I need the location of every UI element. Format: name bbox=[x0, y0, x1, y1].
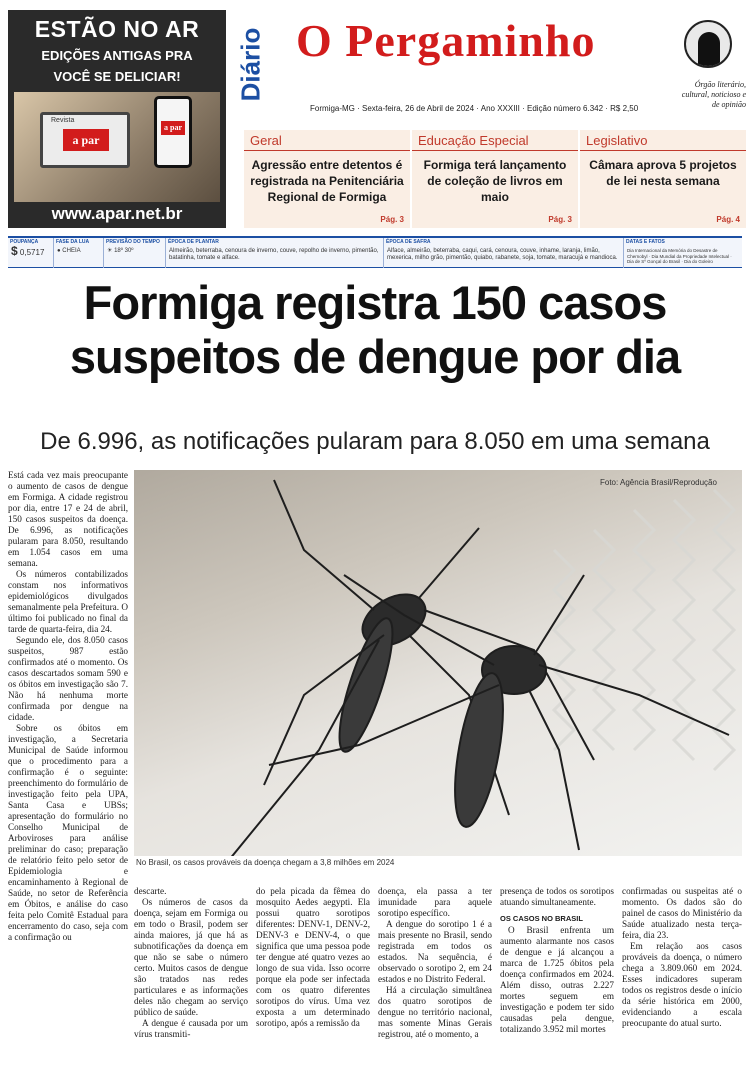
article-paragraph: doença, ela passa a ter imunidade para aquele sorotipo específico. bbox=[378, 886, 492, 918]
poupanca-cell bbox=[8, 238, 54, 268]
advert-line: EDIÇÕES ANTIGAS PRA bbox=[41, 48, 193, 63]
article-paragraph: Os números de casos da doença, sejam em Formiga ou em todo o Brasil, podem ser ainda maiores, já que há as subnotificações da doença em que não se sabe o número certo. Muitos casos de dengue são tratados nas redes particulares e as informações deles não chegam ao serviço público de saúde. bbox=[134, 897, 248, 1017]
section-label: Geral bbox=[244, 130, 410, 151]
main-headline[interactable] bbox=[8, 276, 742, 384]
apar-logo: a par bbox=[63, 129, 109, 151]
article-column-1 bbox=[8, 470, 128, 1084]
section-teaser: Câmara aprova 5 projetos de lei nesta semana bbox=[589, 158, 737, 188]
diario-text: Diário bbox=[235, 27, 266, 101]
lua-value: CHEIA bbox=[62, 248, 81, 254]
laptop-screen-text: Revista bbox=[51, 117, 75, 124]
section-educacao-especial[interactable] bbox=[412, 130, 578, 228]
laptop-icon bbox=[40, 112, 130, 168]
article-column-3 bbox=[256, 886, 370, 1084]
article-paragraph: O Brasil enfrenta um aumento alarmante nos casos de dengue e já alcançou a marca de 1.725 óbitos pela doença confirmados em 2024. Além disso, outras 2.227 mortes seguem em investigação e podem ter sido causadas pela dengue, totalizando 3.952 mil mortes bbox=[500, 925, 614, 1034]
section-label: Legislativo bbox=[580, 130, 746, 151]
tempo-label: PREVISÃO DO TEMPO bbox=[106, 239, 160, 245]
apar-logo-small: a par bbox=[161, 121, 185, 135]
article-paragraph: Está cada vez mais preocupante o aumento de casos de dengue em Formiga. A cidade registrou por dia, entre 17 e 24 de abril, 150 casos suspeitos da doença. De 6.996, as notificações pularam para 8.050, resultando em 1.054 casos em uma semana. bbox=[8, 470, 128, 568]
article-column-4 bbox=[378, 886, 492, 1084]
advert-headline: ESTÃO NO AR bbox=[34, 16, 200, 42]
dollar-icon: $ bbox=[11, 244, 18, 258]
apar-advert[interactable] bbox=[8, 10, 226, 228]
article-paragraph: Os números contabilizados constam nos informativos epidemiológicos divulgados semanalmente pela Prefeitura. O último foi publicado no final da tarde de quarta-feira, dia 24. bbox=[8, 569, 128, 634]
lua-cell bbox=[54, 238, 104, 268]
section-legislativo[interactable] bbox=[580, 130, 746, 228]
safra-value: Alface, almeirão, beterraba, caqui, cará, cenoura, couve, inhame, laranja, limão, mexerica, milho grão, pimentão, quiabo, rabanete, soja, tomate, maracujá e mandioca. bbox=[387, 248, 618, 261]
plantar-cell bbox=[166, 238, 384, 268]
tempo-min: 18º bbox=[114, 248, 123, 254]
safra-label: ÉPOCA DE SAFRA bbox=[386, 239, 431, 245]
info-strip bbox=[8, 236, 742, 268]
plantar-value: Almeirão, beterraba, cenoura de inverno, couve, repolho de inverno, pimentão, batatinha, tomate e alface. bbox=[169, 248, 379, 261]
article-paragraph: A dengue é causada por um vírus transmiti- bbox=[134, 1018, 248, 1039]
dateline: Formiga-MG · Sexta-feira, 26 de Abril de 2024 · Ano XXXIII · Edição número 6.342 · R$ 2,50 bbox=[310, 104, 639, 113]
article-paragraph: do pela picada da fêmea do mosquito Aedes aegypti. Ela possui quatro sorotipos diferentes: DENV-1, DENV-2, DENV-3 e DENV-4, o que significa que uma pessoa pode ter dengue até quatro vezes ao longo de sua vida. Isso ocorre porque ela pode ser infectada com os quatro diferentes sorotipos do vírus. Uma vez exposta a um determinado sorotipo, após a remissão da bbox=[256, 886, 370, 1028]
article-paragraph: confirmadas ou suspeitas até o momento. Os dados são do painel de casos do Ministério da Saúde atualizado nesta terça-feira, dia 23. bbox=[622, 886, 742, 940]
phone-icon bbox=[154, 96, 192, 168]
sun-icon: ☀ bbox=[107, 248, 113, 254]
datas-value: Dia Internacional da Memória do Desastre de Chernobyl · Dia Mundial da Propriedade Intelectual · Dia de Sº Gonçal do Brasil · Dia do Goleiro bbox=[627, 248, 732, 264]
founder-silhouette-icon bbox=[684, 20, 732, 68]
moon-icon: ● bbox=[57, 248, 61, 254]
mosquito-photo bbox=[134, 470, 742, 856]
section-page: Pág. 3 bbox=[548, 215, 572, 224]
article-paragraph: Há a circulação simultânea dos quatro sorotipos de dengue no território nacional, mas somente Minas Gerais registrou, até o momento, a bbox=[378, 985, 492, 1039]
tempo-max: 30º bbox=[124, 248, 134, 254]
advert-url[interactable]: www.apar.net.br bbox=[51, 204, 183, 223]
section-page: Pág. 4 bbox=[716, 215, 740, 224]
article-paragraph: descarte. bbox=[134, 886, 167, 896]
safra-cell bbox=[384, 238, 624, 268]
section-label: Educação Especial bbox=[412, 130, 578, 151]
advert-line: VOCÊ SE DELICIAR! bbox=[53, 69, 181, 84]
article-paragraph: Sobre os óbitos em investigação, a Secretaria Municipal de Saúde informou que o procedimento para a confirmação é o seguinte: preenchimento do formulário de investigação feito pela UPA, Santa Casa e UBSs; apresentação do formulário no Conselho Municipal de Arboviroses para análise preliminar do caso; preparação de relatório feito pelo setor de Epidemiologia e encaminhamento à Regional de Saúde, no setor de Referência em Óbitos, e análise do caso feita pelo Comitê Estadual para encerramento do caso, seja com a confirmação ou bbox=[8, 723, 128, 942]
lua-label: FASE DA LUA bbox=[56, 239, 90, 245]
tagline: Órgão literário, cultural, noticioso e de opinião bbox=[681, 80, 746, 109]
headline-line: Formiga registra 150 casos bbox=[83, 276, 667, 329]
article-paragraph: Segundo ele, dos 8.050 casos suspeitos, 987 estão confirmados até o momento. Os casos descartados somam 590 e os óbitos em investigação são 7. Não há nenhuma morte confirmada por dengue na cidade. bbox=[8, 635, 128, 722]
article-paragraph: Em relação aos casos prováveis da doença, o número chega a 3.809.060 em 2024. Esses indicadores superam todos os registros desde o início da série histórica em 2000, evidenciando a escala preocupante do atual surto. bbox=[622, 941, 742, 1028]
tempo-cell bbox=[104, 238, 166, 268]
subheadline: De 6.996, as notificações pularam para 8.050 em uma semana bbox=[40, 428, 710, 455]
poupanca-label: POUPANÇA bbox=[10, 239, 39, 245]
mosquito-right bbox=[269, 575, 729, 850]
section-teaser: Agressão entre detentos é registrada na Penitenciária Regional de Formiga bbox=[250, 158, 404, 204]
photo-credit: Foto: Agência Brasil/Reprodução bbox=[600, 478, 717, 487]
article-column-5 bbox=[500, 886, 614, 1084]
section-geral[interactable] bbox=[244, 130, 410, 228]
article-paragraph: presença de todos os sorotipos atuando simultaneamente. bbox=[500, 886, 614, 907]
article-subhead: OS CASOS NO BRASIL bbox=[500, 914, 583, 923]
article-column-6 bbox=[622, 886, 742, 1084]
section-teaser: Formiga terá lançamento de coleção de livros em maio bbox=[423, 158, 567, 204]
mosquito-illustration bbox=[134, 470, 742, 856]
article-paragraph: A dengue do sorotipo 1 é a mais presente no Brasil, sendo registrada em todos os estados. Na sequência, é observado o sorotipo 2, em 24 estados e no Distrito Federal. bbox=[378, 919, 492, 984]
plantar-label: ÉPOCA DE PLANTAR bbox=[168, 239, 219, 245]
advert-photo bbox=[14, 92, 220, 202]
poupanca-value: 0,5717 bbox=[19, 248, 45, 257]
diario-label bbox=[235, 14, 266, 114]
datas-label: DATAS E FATOS bbox=[626, 239, 665, 245]
section-page: Pág. 3 bbox=[380, 215, 404, 224]
newspaper-title: O Pergaminho bbox=[296, 15, 596, 66]
photo-caption: No Brasil, os casos prováveis da doença chegam a 3,8 milhões em 2024 bbox=[136, 858, 395, 867]
headline-line: suspeitos de dengue por dia bbox=[69, 330, 681, 383]
article-column-2 bbox=[134, 886, 248, 1084]
datas-cell bbox=[624, 238, 742, 268]
